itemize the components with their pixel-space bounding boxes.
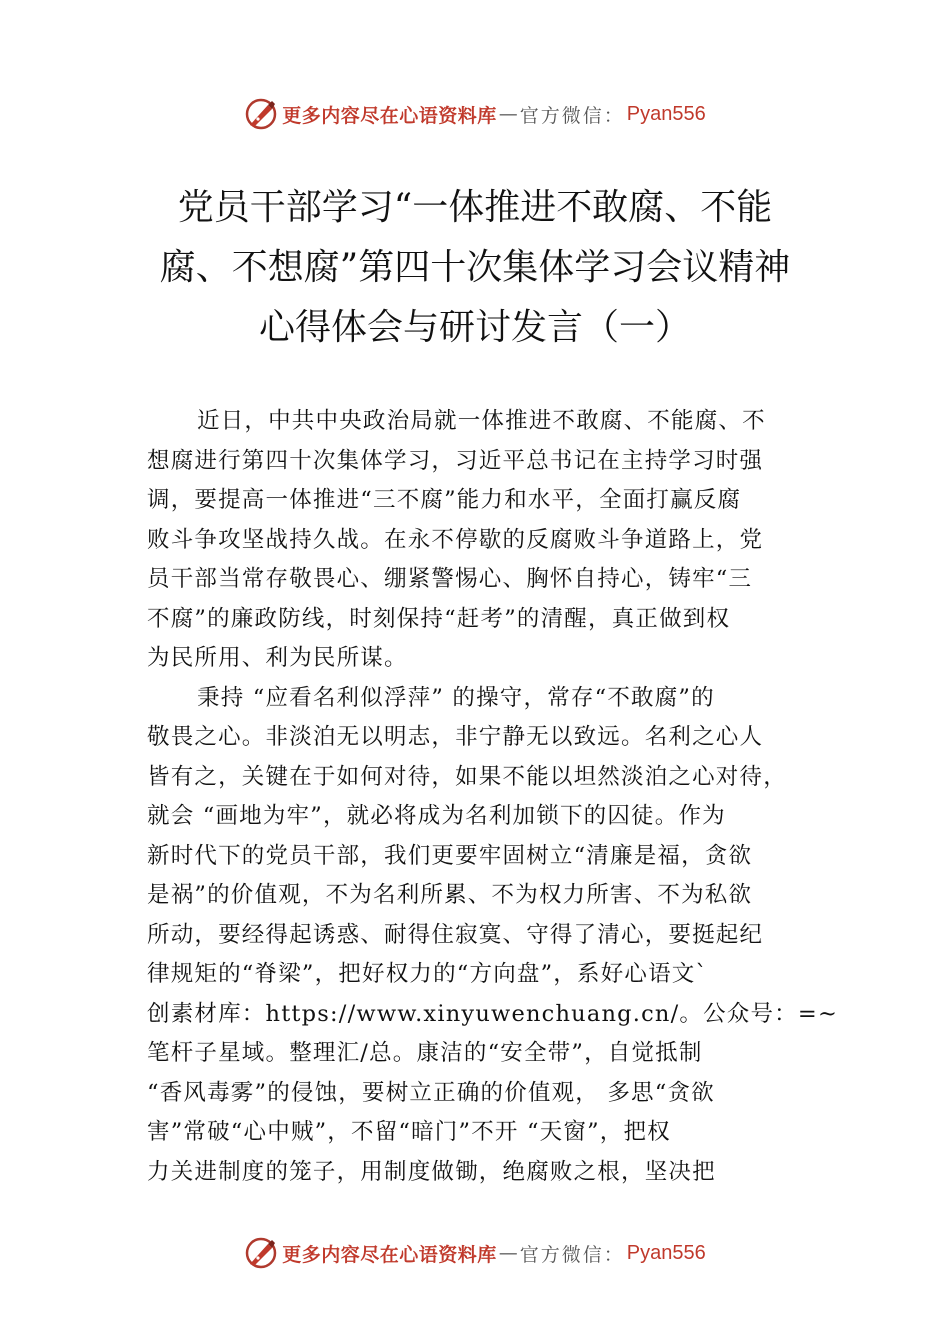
banner-brand-text: 更多内容尽在心语资料库 (282, 1243, 497, 1266)
body-line: 敬畏之心。非淡泊无以明志，非宁静无以致远。名利之心人 (147, 724, 764, 750)
body-line: 创素材库：https://www.xinyuwenchuang.cn/。公众号：=~ (147, 1000, 838, 1027)
title-line: 心得体会与研讨发言（一） (258, 307, 691, 348)
banner-separator: — (498, 1242, 518, 1264)
pen-nib-logo-icon (244, 1236, 278, 1270)
banner-brand-text: 更多内容尽在心语资料库 (282, 104, 497, 127)
body-line: 笔杆子星域。整理汇/总。康洁的“安全带”，自觉抵制 (147, 1040, 703, 1066)
body-line: 调，要提高一体推进“三不腐”能力和水平，全面打赢反腐 (147, 487, 742, 513)
pen-nib-logo-icon (244, 97, 278, 131)
body-line: 近日，中共中央政治局就一体推进不敢腐、不能腐、不 (197, 408, 766, 434)
banner-wechat-id: Pyan556 (626, 102, 706, 125)
banner-wechat-label: 官方微信： (519, 104, 625, 127)
body-line: 想腐进行第四十次集体学习，习近平总书记在主持学习时强 (147, 447, 764, 474)
body-line: 员干部当常存敬畏心、绷紧警惕心、胸怀自持心，铸牢“三 (147, 566, 753, 592)
body-line: 所动，要经得起诱惑、耐得住寂寞、守得了清心，要挺起纪 (147, 921, 764, 948)
body-line: 力关进制度的笼子，用制度做锄，绝腐败之根，坚决把 (147, 1158, 716, 1185)
header-banner (0, 94, 950, 134)
document-title (120, 178, 830, 358)
title-line: 党员干部学习“一体推进不敢腐、不能 (177, 187, 773, 228)
document-body (147, 402, 838, 1192)
footer-banner (0, 1233, 950, 1273)
body-line: 律规矩的“脊梁”，把好权力的“方向盘”，系好心语文` (147, 961, 708, 987)
body-line: 皆有之，关键在于如何对待，如果不能以坦然淡泊之心对待， (147, 763, 787, 790)
body-line: “香风毒雾”的侵蚀，要树立正确的价值观， 多思“贪欲 (147, 1079, 715, 1106)
banner-separator: — (498, 103, 518, 125)
banner-wechat-label: 官方微信： (519, 1243, 625, 1266)
body-line: 是祸”的价值观，不为名利所累、不为权力所害、不为私欲 (147, 882, 753, 908)
body-line: 败斗争攻坚战持久战。在永不停歇的反腐败斗争道路上，党 (147, 526, 764, 553)
body-line: 就会 “画地为牢”，就必将成为名利加锁下的囚徒。作为 (147, 803, 726, 829)
body-line: 新时代下的党员干部，我们更要牢固树立“清廉是福，贪欲 (147, 842, 753, 869)
body-line: 秉持 “应看名利似浮萍” 的操守，常存“不敢腐”的 (197, 684, 715, 711)
body-line: 不腐”的廉政防线，时刻保持“赶考”的清醒，真正做到权 (147, 605, 731, 632)
title-line: 腐、不想腐”第四十次集体学习会议精神 (159, 247, 791, 288)
body-line: 为民所用、利为民所谋。 (147, 645, 408, 671)
body-line: 害”常破“心中贼”，不留“暗门”不开 “天窗”，把权 (147, 1119, 671, 1145)
banner-wechat-id: Pyan556 (626, 1241, 706, 1264)
